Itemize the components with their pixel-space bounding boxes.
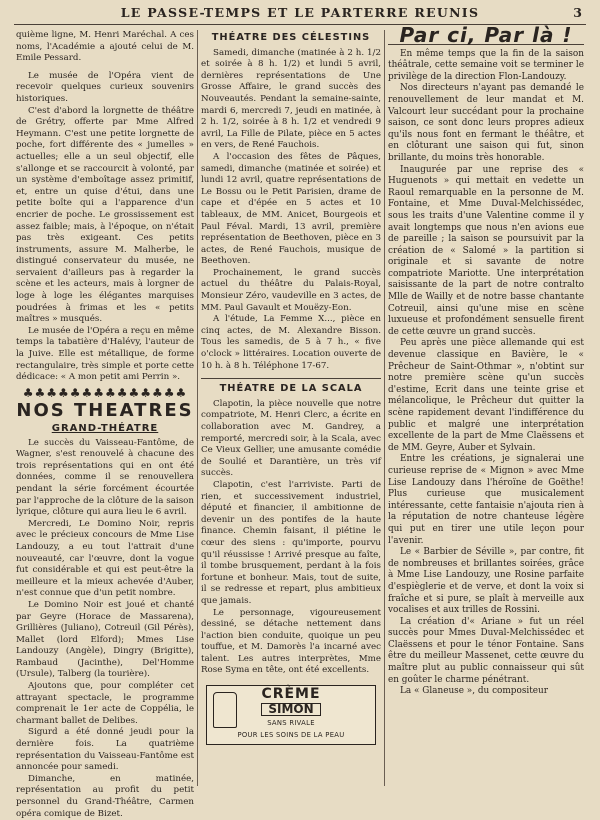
paragraph: Le musée de l'Opéra a reçu en même temps la tabatière d'Halévy, l'auteur de la Juive. Elle est métallique, de forme rectangulaire, très simple et porte cette dédicace: « A mon petit ami Perrin ». [16, 325, 194, 383]
paragraph: A l'occasion des fêtes de Pâques, samedi, dimanche (matinée et soirée) et lundi 12 avril, quatre représentations de Le Bossu ou le Petit Parisien, drame de cape et d'épée en 5 actes et 10 tableaux, de MM. Anicet, Bourgeois et Paul Féval. Mardi, 13 avril, première représentation de Beethoven, pièce en 3 actes, de René Fauchois, musique de Beethoven. [201, 151, 381, 267]
paragraph: Dimanche, en matinée, représentation au profit du petit personnel du Grand-Théâtre, Carmen opéra comique de Bizet. [16, 773, 194, 819]
paragraph: Sigurd a été donné jeudi pour la dernière fois. La quatrième représentation du Vaisseau-Fantôme est annoncée pour samedi. [16, 727, 194, 773]
paragraph: Inaugurée par une reprise des « Huguenots » qui mettait en vedette un Raoul remarquable en la personne de M. Fontaine, et Mme Duval-Melchissédec, sous les traits d'une Valentine comme il y avait longtemps que nous n'en avions eue de pareille ; la saison se poursuivit par la création de « Salomé » la partition si originale et si savante de notre compatriote Mariotte. Une interprétation saisissante de la part de notre contralto Mlle de Wailly et de notre basse chantante Cotreuil, ainsi qu'une mise en scène luxueuse et profondément sensuelle firent de cette œuvre un grand succès. [388, 164, 584, 337]
column-2 [201, 30, 381, 790]
section-rule [201, 378, 381, 379]
paragraph: En même temps que la fin de la saison théâtrale, cette semaine voit se terminer le privilège de la direction Flon-Landouzy. [388, 48, 584, 82]
paragraph: quième ligne, M. Henri Maréchal. A ces noms, l'Académie a ajouté celui de M. Emile Pessard. [16, 30, 194, 64]
celestins-heading: THÉATRE DES CÉLESTINS [211, 32, 371, 43]
section-title: NOS THEATRES [16, 400, 194, 422]
ad-title: CRÈME [261, 686, 321, 703]
paragraph: A l'étude, La Femme X..., pièce en cinq actes, de M. Alexandre Bisson. Tous les samedis, de 5 à 7 h., « five o'clock » littéraires. Location ouverte de 10 h. à 8 h. Téléphone 17-67. [201, 314, 381, 371]
paragraph: Le personnage, vigoureusement dessiné, se détache nettement dans l'action bien conduite, quoique un peu touffue, et M. Damorès l'a incarné avec talent. Les autres interprètes, Mme Rose Syma en tête, ont été excellents. [201, 607, 381, 676]
ornament-divider: ♣♣♣♣♣♣♣♣♣♣♣♣♣♣ [22, 385, 188, 400]
page-header [0, 0, 600, 22]
paragraph: Le succès du Vaisseau-Fantôme, de Wagner, s'est renouvelé à chacune des trois représentations qui en ont été données, comme il se renouvellera pendant la série forcément écourtée par l'approche de la clôture de la saison lyrique, clôture qui aura lieu le 6 avril. [16, 437, 194, 518]
paragraph: Mercredi, Le Domino Noir, repris avec le précieux concours de Mme Lise Landouzy, a eu tout l'attrait d'une nouveauté, car l'œuvre, dont la vogue fut considérable et qui est peut-être la meilleure et la mieux achevée d'Auber, n'est connue que d'un petit nombre. [16, 518, 194, 599]
paragraph: Peu après une pièce allemande qui est devenue classique en Bavière, le « Prêcheur de Saint-Othmar », n'obtint sur notre première scène qu'un succès d'estime, Ecrit dans une teinte grise et mélancolique, le Prêcheur dut quitter la scène rapidement devant l'indifférence du public et malgré une interprétation excellente de la part de Mme Claëssens et de MM. Geyre, Auber et Sylvain. [388, 338, 584, 453]
column-title: Par ci, Par là ! [399, 23, 573, 47]
cream-jar-icon [213, 692, 237, 728]
paragraph: La « Glaneuse », du compositeur [400, 686, 549, 697]
creme-simon-advertisement [206, 685, 376, 745]
paragraph: Samedi, dimanche (matinée à 2 h. 1/2 et soirée à 8 h. 1/2) et lundi 5 avril, dernières représentations de Une Grosse Affaire, le grand succès des Nouveautés. Pendant la semaine-sainte, mardi 6, mercredi 7, jeudi en matinée, à 2 h. 1/2, soirée à 8 h. 1/2 et vendredi 9 avril, La Fille de Pilate, pièce en 5 actes en vers, de René Fauchois. [201, 47, 381, 151]
paragraph: Le musée de l'Opéra vient de recevoir quelques curieux souvenirs historiques. [16, 70, 194, 104]
paragraph: Nos directeurs n'ayant pas demandé le renouvellement de leur mandat et M. Valcourt leur succédant pour la prochaine saison, ce sont donc leurs propres adieux qu'ils nous font en fermant le théâtre, et en clôturant une saison qui fut, sinon brillante, du moins très honorable. [388, 83, 584, 163]
ad-tagline: POUR LES SOINS DE LA PEAU [237, 730, 345, 739]
ad-brand-name: SIMON [261, 703, 320, 717]
paragraph: Clapotin, c'est l'arriviste. Parti de rien, et successivement industriel, député et financier, il ambitionne de devenir un des pontifes de la haute finance. Chemin faisant, il piétine le cœur des siens : qu'importe, pourvu qu'il réussisse ! Arrivé presque au faîte, il tombe brusquement, perdant à la fois fortune et bonheur. Mais, tout de suite, il se redresse et repart, plus ambitieux que jamais. [201, 479, 381, 606]
paragraph: C'est d'abord la lorgnette de théâtre de Grétry, offerte par Mme Alfred Heymann. C'est une petite lorgnette de poche, fort différente des « jumelles » actuelles; elle a un seul objectif, elle s'allonge et se raccourcit à volonté, par un système d'emboîtage assez primitif, et, entre un quise d'étui, dans une petite boîte qui a l'apparence d'un encrier de poche. Le grossissement est assez faible; mais, à l'époque, on n'était pas très exigeant. Ces petits instruments, assure M. Malherbe, le distingué conservateur du musée, ne servaient d'ailleurs pas à regarder la scène et les acteurs, mais à lorgner de loge à loge les élégantes marquises poudrées à frimas et les « petits maîtres » musqués. [16, 105, 194, 325]
paragraph: La création d'« Ariane » fut un réel succès pour Mmes Duval-Melchissédec et Claëssens et pour le ténor Fontaine. Sans être du meilleur Massenet, cette œuvre du maître plut au public connaisseur qui sût en goûter le charme pénétrant. [388, 616, 584, 685]
column-1 [16, 30, 194, 819]
journal-title: LE PASSE-TEMPS ET LE PARTERRE REUNIS [120, 5, 480, 20]
paragraph: Clapotin, la pièce nouvelle que notre compatriote, M. Henri Clerc, a écrite en collaboration avec M. Gandrey, a remporté, mercredi soir, à la Scala, avec Ce Vieux Gellier, une amusante comédie de Soulié et Darantière, un très vif succès. [201, 398, 381, 479]
paragraph: Entre les créations, je signalerai une curieuse reprise de « Mignon » avec Mme Lise Landouzy dans l'héroïne de Goëthe! Plus curieuse que musicalement intéressante, cette fantaisie n'ajouta rien à la réputation de notre chanteuse légère qui put en tirer une utile leçon pour l'avenir. [388, 454, 584, 546]
paragraph: Ajoutons que, pour compléter cet attrayant spectacle, le programme comprenait le 1er acte de Coppélia, le charmant ballet de Delibes. [16, 681, 194, 726]
subsection-title: GRAND-THÉATRE [51, 423, 159, 434]
paragraph: Le Domino Noir est joué et chanté par Geyre (Horace de Massarena), Grillières (Juliano), Cotreuil (Gil Pérès), Mallet (lord Elford); Mmes Lise Landouzy (Angèle), Dingry (Brigitte), Rambaud (Jacinthe), Del'Homme (Ursule), Talberg (la tourière). [16, 599, 194, 680]
column-3 [388, 23, 584, 790]
column-divider [384, 30, 385, 786]
page-number: 3 [573, 5, 582, 20]
paragraph: Prochainement, le grand succès actuel du théâtre du Palais-Royal, Monsieur Zéro, vaudeville en 3 actes, de MM. Paul Gavault et Mouëzy-Eon. [201, 267, 381, 313]
column-divider [197, 30, 198, 786]
scala-heading: THÉATRE DE LA SCALA [219, 383, 363, 395]
ad-tagline: SANS RIVALE [267, 719, 315, 728]
paragraph: Le « Barbier de Séville », par contre, fit de nombreuses et brillantes soirées, grâce à Mme Lise Landouzy, une Rosine parfaite d'espièglerie et de verve, et dont la voix si fraîche et si pure, se plaît à merveille aux vocalises et aux trilles de Rossini. [388, 547, 584, 616]
